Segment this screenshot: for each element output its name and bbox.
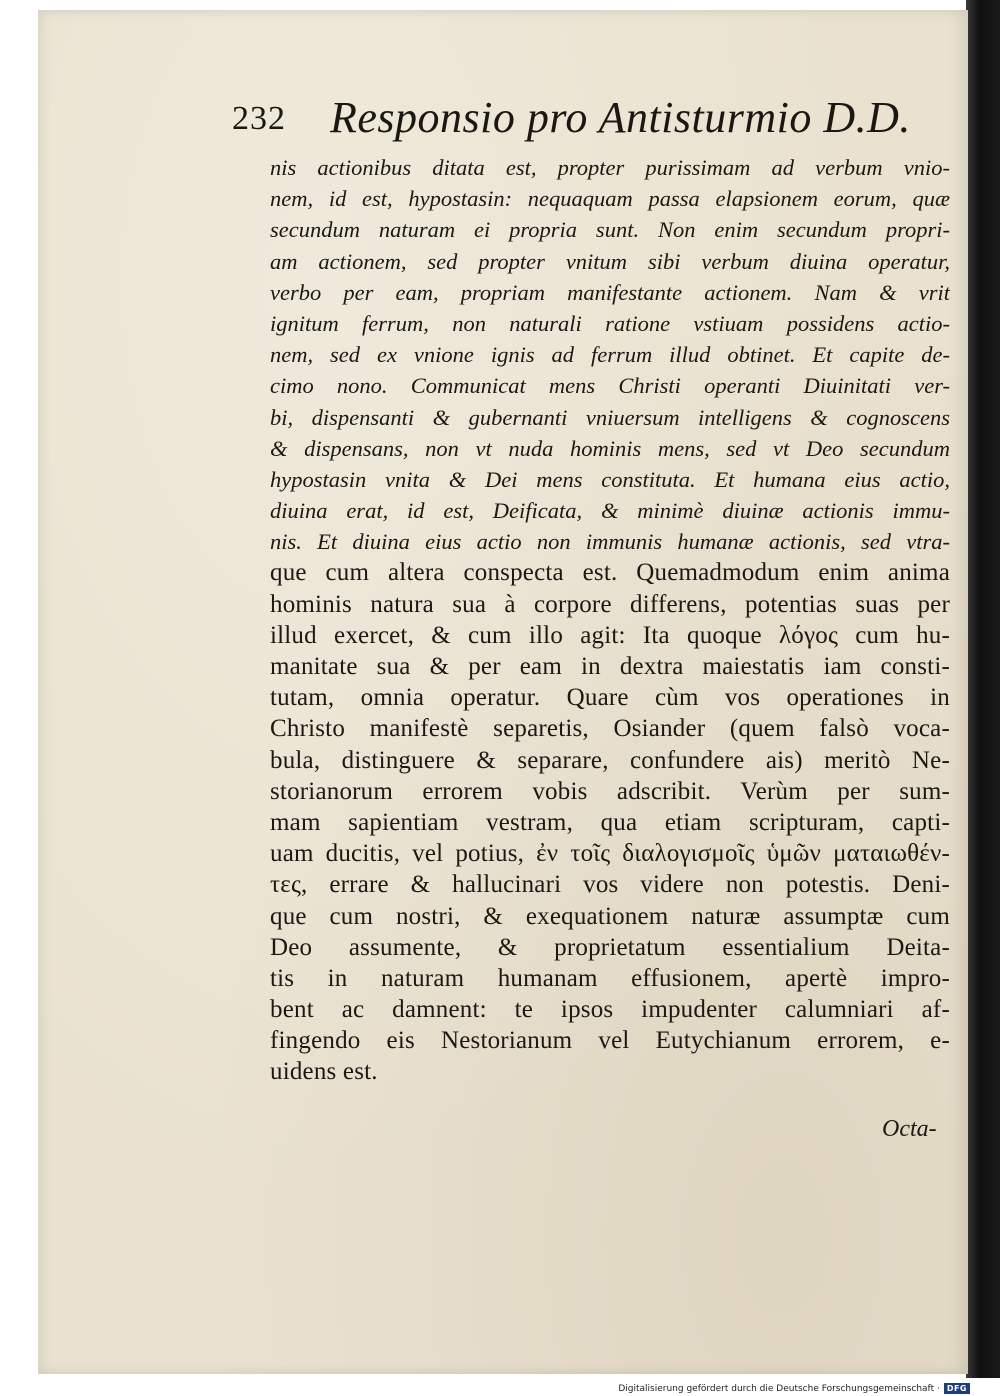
text-line: bula, distinguere & separare, confundere ais) meritò Ne- — [270, 746, 950, 774]
page-number: 232 — [232, 100, 286, 137]
text-line: que cum altera conspecta est. Quemadmodum enim anima — [270, 559, 950, 587]
text-line: manitate sua & per eam in dextra maiestatis iam consti- — [270, 653, 950, 680]
text-line: nis actionibus ditata est, propter purissimam ad verbum vnio- — [270, 155, 950, 180]
text-line: tutam, omnia operatur. Quare cùm vos operationes in — [270, 684, 950, 712]
text-line: nis. Et diuina eius actio non immunis humanæ actionis, sed vtra- — [270, 529, 950, 555]
text-line: τες, errare & hallucinari vos videre non potestis. Deni- — [270, 871, 950, 899]
text-line: nem, sed ex vnione ignis ad ferrum illud obtinet. Et capite de- — [270, 342, 950, 368]
text-line: & dispensans, non vt nuda hominis mens, sed vt Deo secundum — [270, 435, 950, 461]
text-line: Deo assumente, & proprietatum essentialium Deita- — [270, 933, 950, 961]
text-line: hypostasin vnita & Dei mens constituta. Et humana eius actio, — [270, 466, 950, 492]
text-line: que cum nostri, & exequationem naturæ assumptæ cum — [270, 902, 950, 930]
text-line: illud exercet, & cum illo agit: Ita quoque λόγος cum hu- — [270, 621, 950, 649]
text-line: verbo per eam, propriam manifestante actionem. Nam & vrit — [270, 279, 950, 305]
text-line: secundum naturam ei propria sunt. Non enim secundum propri- — [270, 217, 950, 243]
catchword: Octa- — [882, 1116, 937, 1142]
page-header — [232, 92, 911, 152]
text-line: uidens est. — [270, 1058, 378, 1086]
text-line: nem, id est, hypostasin: nequaquam passa elapsionem eorum, quæ — [270, 186, 950, 212]
text-line: bi, dispensanti & gubernanti vniuersum intelligens & cognoscens — [270, 404, 950, 430]
text-line: bent ac damnent: te ipsos impudenter calumniari af- — [270, 996, 950, 1024]
text-line: Christo manifestè separetis, Osiander (quem falsò voca- — [270, 715, 950, 743]
scanner-border — [966, 0, 1000, 1378]
text-line: fingendo eis Nestorianum vel Eutychianum errorem, e- — [270, 1027, 950, 1055]
body-text — [270, 152, 950, 1088]
text-line: mam sapientiam vestram, qua etiam scripturam, capti- — [270, 808, 950, 836]
text-line: diuina erat, id est, Deificata, & minimè diuinæ actionis immu- — [270, 498, 950, 524]
text-line: uam ducitis, vel potius, ἐν τοῖς διαλογισμοῖς ὑμῶν ματαιωθέν- — [270, 840, 950, 868]
running-title: Responsio pro Antisturmio D.D. — [330, 93, 911, 142]
digitization-credit — [618, 1383, 970, 1394]
text-line: tis in naturam humanam effusionem, apertè impro- — [270, 964, 950, 992]
credit-text: Digitalisierung gefördert durch die Deutsche Forschungsgemeinschaft · — [618, 1383, 940, 1394]
text-line: cimo nono. Communicat mens Christi operanti Diuinitati ver- — [270, 373, 950, 399]
text-line: ignitum ferrum, non naturali ratione vstiuam possidens actio- — [270, 310, 950, 336]
text-line: storianorum errorem vobis adscribit. Verùm per sum- — [270, 777, 950, 805]
text-line: hominis natura sua à corpore differens, potentias suas per — [270, 590, 950, 618]
dfg-logo-icon: DFG — [944, 1383, 970, 1394]
text-line: am actionem, sed propter vnitum sibi verbum diuina operatur, — [270, 248, 950, 274]
